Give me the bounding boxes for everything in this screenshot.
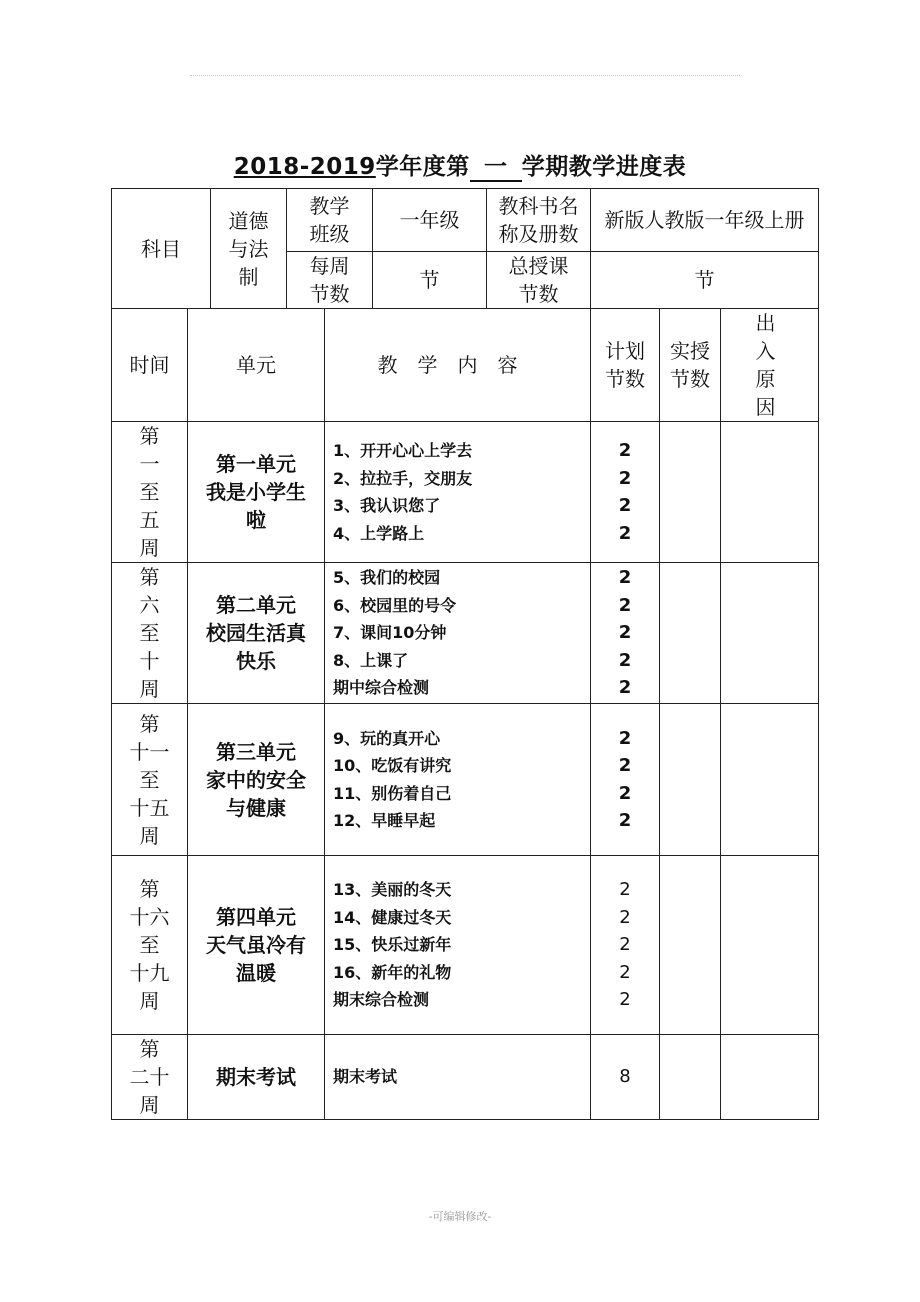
time-line: 一 bbox=[139, 452, 160, 476]
unit-line: 温暖 bbox=[236, 961, 276, 985]
actual-cell bbox=[660, 704, 721, 856]
lesson-item: 13、美丽的冬天 bbox=[333, 880, 452, 900]
actual-cell bbox=[660, 422, 721, 563]
planned-value: 2 bbox=[618, 727, 632, 749]
title-semester: 一 bbox=[470, 154, 522, 182]
info-table bbox=[111, 188, 819, 309]
time-line: 十五 bbox=[129, 795, 170, 820]
planned-value: 2 bbox=[618, 677, 632, 699]
planned-value: 2 bbox=[619, 961, 631, 983]
lesson-item: 5、我们的校园 bbox=[333, 568, 441, 588]
time-line: 至 bbox=[139, 767, 160, 792]
planned-value: 2 bbox=[618, 782, 632, 804]
top-dotted-rule bbox=[190, 75, 740, 76]
weekly-value: 节 bbox=[373, 252, 487, 309]
planned-value: 2 bbox=[619, 989, 631, 1011]
total-value: 节 bbox=[591, 252, 819, 309]
lesson-item: 6、校园里的号令 bbox=[333, 595, 457, 615]
time-line: 十九 bbox=[129, 961, 170, 985]
table-row bbox=[112, 422, 819, 563]
lesson-item: 1、开开心心上学去 bbox=[333, 441, 473, 460]
time-cell bbox=[112, 856, 188, 1035]
planned-value: 2 bbox=[618, 495, 632, 516]
time-line: 五 bbox=[139, 508, 160, 532]
unit-line: 期末考试 bbox=[216, 1065, 296, 1089]
planned-value: 2 bbox=[618, 649, 632, 671]
table-row bbox=[112, 704, 819, 856]
diff-cell bbox=[721, 1035, 819, 1120]
planned-value: 2 bbox=[619, 906, 631, 928]
time-line: 十一 bbox=[129, 739, 170, 764]
class-value: 一年级 bbox=[373, 189, 487, 252]
planned-cell bbox=[591, 1035, 660, 1120]
time-line: 周 bbox=[139, 536, 160, 560]
time-line: 至 bbox=[139, 933, 160, 957]
book-value: 新版人教版一年级上册 bbox=[591, 189, 819, 252]
lesson-item: 4、上学路上 bbox=[333, 523, 425, 543]
subject-label: 科目 bbox=[112, 189, 211, 309]
unit-cell bbox=[188, 422, 325, 563]
unit-line: 第四单元 bbox=[216, 905, 296, 929]
planned-value: 2 bbox=[618, 755, 632, 776]
unit-line: 校园生活真 bbox=[206, 621, 306, 645]
unit-cell bbox=[188, 1035, 325, 1120]
content-cell bbox=[325, 856, 591, 1035]
header-content: 教学内容 bbox=[325, 309, 591, 422]
lesson-item: 2、拉拉手，交朋友 bbox=[333, 468, 473, 488]
unit-cell bbox=[188, 856, 325, 1035]
time-cell bbox=[112, 1035, 188, 1120]
header-planned: 计划节数 bbox=[591, 309, 660, 422]
diff-cell bbox=[721, 856, 819, 1035]
planned-cell bbox=[591, 422, 660, 563]
lesson-item: 3、我认识您了 bbox=[333, 496, 441, 515]
time-cell bbox=[112, 422, 188, 563]
lesson-item: 期末综合检测 bbox=[333, 990, 430, 1010]
unit-cell bbox=[188, 704, 325, 856]
table-row bbox=[112, 1035, 819, 1120]
content-cell bbox=[325, 704, 591, 856]
time-cell bbox=[112, 704, 188, 856]
planned-value: 2 bbox=[618, 622, 632, 644]
unit-line: 第一单元 bbox=[216, 452, 296, 476]
planned-value: 2 bbox=[618, 594, 632, 616]
time-line: 周 bbox=[139, 989, 160, 1013]
header-time: 时间 bbox=[112, 309, 188, 422]
time-line: 第 bbox=[139, 424, 160, 448]
lesson-item: 10、吃饭有讲究 bbox=[333, 756, 452, 775]
unit-line: 第三单元 bbox=[216, 739, 296, 764]
time-line: 第 bbox=[139, 877, 160, 901]
time-line: 十 bbox=[139, 649, 160, 673]
schedule-table bbox=[111, 308, 819, 1120]
planned-cell bbox=[591, 704, 660, 856]
table-row bbox=[112, 563, 819, 704]
planned-cell bbox=[591, 563, 660, 704]
header-unit: 单元 bbox=[188, 309, 325, 422]
planned-value: 2 bbox=[618, 567, 632, 589]
diff-cell bbox=[721, 563, 819, 704]
time-line: 第 bbox=[139, 565, 160, 589]
unit-line: 啦 bbox=[246, 508, 266, 532]
content-cell bbox=[325, 1035, 591, 1120]
class-label: 教学班级 bbox=[287, 189, 373, 252]
time-line: 第 bbox=[139, 1037, 160, 1061]
lesson-item: 12、早睡早起 bbox=[333, 811, 436, 830]
lesson-item: 16、新年的礼物 bbox=[333, 962, 452, 982]
subject-value: 道德与法制 bbox=[211, 189, 287, 309]
unit-line: 家中的安全 bbox=[206, 767, 306, 792]
unit-line: 我是小学生 bbox=[206, 480, 306, 504]
time-line: 第 bbox=[139, 711, 160, 736]
unit-cell bbox=[188, 563, 325, 704]
time-cell bbox=[112, 563, 188, 704]
diff-cell bbox=[721, 422, 819, 563]
time-line: 十六 bbox=[129, 905, 170, 929]
lesson-item: 期中综合检测 bbox=[333, 678, 430, 698]
lesson-item: 14、健康过冬天 bbox=[333, 907, 452, 927]
planned-value: 8 bbox=[619, 1066, 631, 1088]
header-diff: 出入原因 bbox=[721, 309, 819, 422]
lesson-item: 15、快乐过新年 bbox=[333, 935, 452, 955]
actual-cell bbox=[660, 856, 721, 1035]
page-title bbox=[0, 148, 920, 182]
time-line: 至 bbox=[139, 480, 160, 504]
book-label: 教科书名称及册数 bbox=[487, 189, 591, 252]
time-line: 周 bbox=[139, 823, 160, 848]
unit-line: 快乐 bbox=[236, 649, 276, 673]
time-line: 周 bbox=[139, 677, 160, 701]
planned-value: 2 bbox=[618, 522, 632, 544]
time-line: 二十 bbox=[129, 1065, 170, 1089]
header-actual: 实授节数 bbox=[660, 309, 721, 422]
lesson-item: 9、玩的真开心 bbox=[333, 728, 441, 748]
weekly-label: 每周节数 bbox=[287, 252, 373, 309]
unit-line: 天气虽冷有 bbox=[206, 933, 306, 957]
title-tail: 学期教学进度表 bbox=[521, 154, 687, 180]
content-cell bbox=[325, 422, 591, 563]
actual-cell bbox=[660, 563, 721, 704]
lesson-item: 7、课间10分钟 bbox=[333, 623, 447, 643]
planned-cell bbox=[591, 856, 660, 1035]
time-line: 周 bbox=[139, 1093, 160, 1117]
title-years: 2018-2019 bbox=[233, 154, 376, 180]
time-line: 六 bbox=[139, 593, 160, 617]
footer-note: -可编辑修改- bbox=[428, 1210, 492, 1223]
title-mid: 学年度第 bbox=[375, 154, 470, 180]
unit-line: 第二单元 bbox=[216, 593, 296, 617]
planned-value: 2 bbox=[618, 467, 632, 489]
lesson-item: 期末考试 bbox=[333, 1067, 398, 1087]
planned-value: 2 bbox=[619, 934, 631, 956]
planned-value: 2 bbox=[618, 440, 632, 461]
table-row bbox=[112, 856, 819, 1035]
time-line: 至 bbox=[139, 621, 160, 645]
lesson-item: 11、别伤着自己 bbox=[333, 783, 452, 803]
total-label: 总授课节数 bbox=[487, 252, 591, 309]
lesson-item: 8、上课了 bbox=[333, 650, 409, 670]
diff-cell bbox=[721, 704, 819, 856]
actual-cell bbox=[660, 1035, 721, 1120]
content-cell bbox=[325, 563, 591, 704]
unit-line: 与健康 bbox=[226, 795, 286, 820]
planned-value: 2 bbox=[619, 879, 631, 901]
planned-value: 2 bbox=[618, 810, 632, 831]
